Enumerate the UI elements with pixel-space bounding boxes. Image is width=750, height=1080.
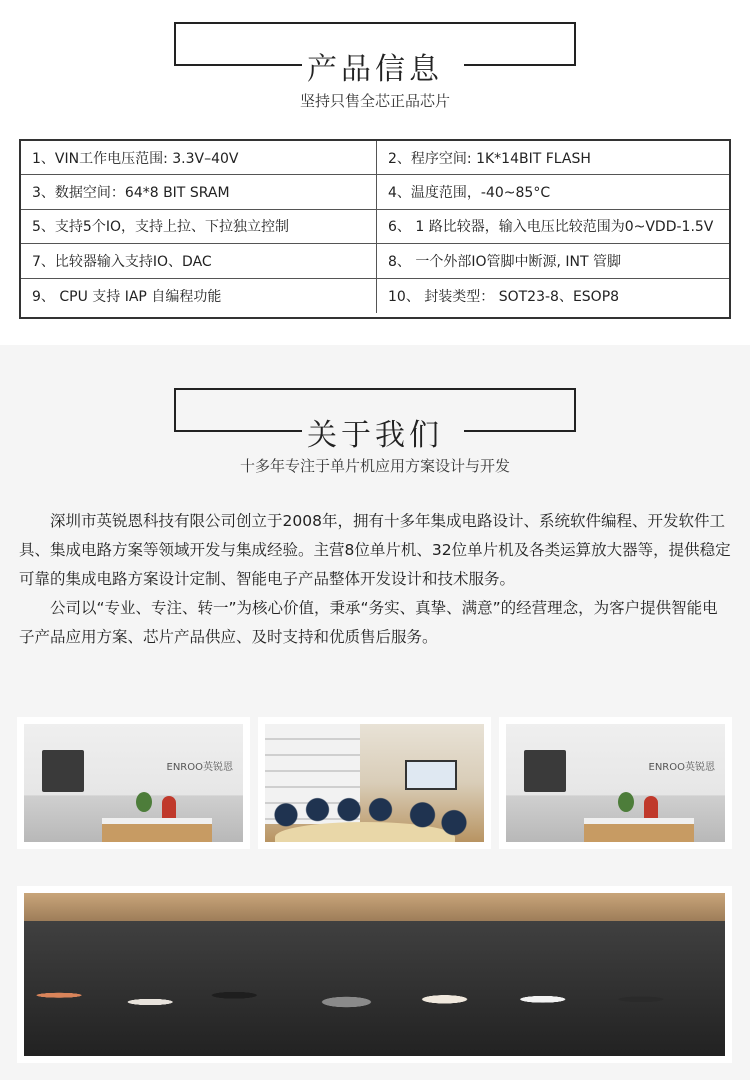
wall-sign-text: ENROO英锐恩 xyxy=(648,762,715,773)
spec-cell: 3、数据空间：64*8 BIT SRAM xyxy=(21,175,377,208)
spec-cell: 6、 1 路比较器，输入电压比较范围为0~VDD-1.5V xyxy=(388,219,714,236)
about-title: 关于我们 xyxy=(307,418,443,453)
meeting-room-photo xyxy=(258,717,491,849)
spec-cell: 7、比较器输入支持IO、DAC xyxy=(21,244,377,277)
spec-row xyxy=(21,244,729,278)
presentation-screen xyxy=(405,760,457,790)
product-info-section xyxy=(0,0,750,345)
spec-row xyxy=(21,175,729,209)
about-paragraph: 深圳市英锐恩科技有限公司创立于2008年，拥有十多年集成电路设计、系统软件编程、开发软件工具、集成电路方案等领域开发与集成经验。主营8位单片机、32位单片机及各类运算放大器等，提供稳定可靠的集成电路方案设计定制、智能电子产品整体开发设计和技术服务。 xyxy=(19,512,731,588)
about-subtitle: 十多年专注于单片机应用方案设计与开发 xyxy=(239,457,510,475)
spec-cell: 10、 封装类型： SOT23-8、ESOP8 xyxy=(388,288,620,305)
product-info-title: 产品信息 xyxy=(307,52,443,87)
spec-row xyxy=(21,141,729,175)
wall-sign-text: ENROO英锐恩 xyxy=(166,762,233,773)
spec-cell: 2、程序空间: 1K*14BIT FLASH xyxy=(388,150,591,167)
company-logo-image xyxy=(524,750,566,792)
about-paragraph: 公司以“专业、专注、转一”为核心价值，秉承“务实、真挚、满意”的经营理念，为客户提供智能电子产品应用方案、芯片产品供应、及时支持和优质售后服务。 xyxy=(19,599,718,646)
spec-cell: 9、 CPU 支持 IAP 自编程功能 xyxy=(21,279,377,313)
office-reception-photo xyxy=(499,717,732,849)
spec-cell: 1、VIN工作电压范围: 3.3V–40V xyxy=(21,141,377,174)
spec-row xyxy=(21,210,729,244)
product-info-subtitle: 坚持只售全芯正品芯片 xyxy=(299,92,450,110)
spec-cell: 5、支持5个IO，支持上拉、下拉独立控制 xyxy=(21,210,377,243)
office-reception-photo xyxy=(17,717,250,849)
spec-row xyxy=(21,279,729,313)
company-logo-image xyxy=(42,750,84,792)
spec-table xyxy=(19,139,731,319)
spec-cell: 8、 一个外部IO管脚中断源, INT 管脚 xyxy=(388,253,622,270)
spec-cell: 4、温度范围，-40~85°C xyxy=(388,185,551,202)
team-group-photo xyxy=(17,886,732,1063)
about-text xyxy=(19,507,731,652)
about-section xyxy=(0,345,750,1080)
